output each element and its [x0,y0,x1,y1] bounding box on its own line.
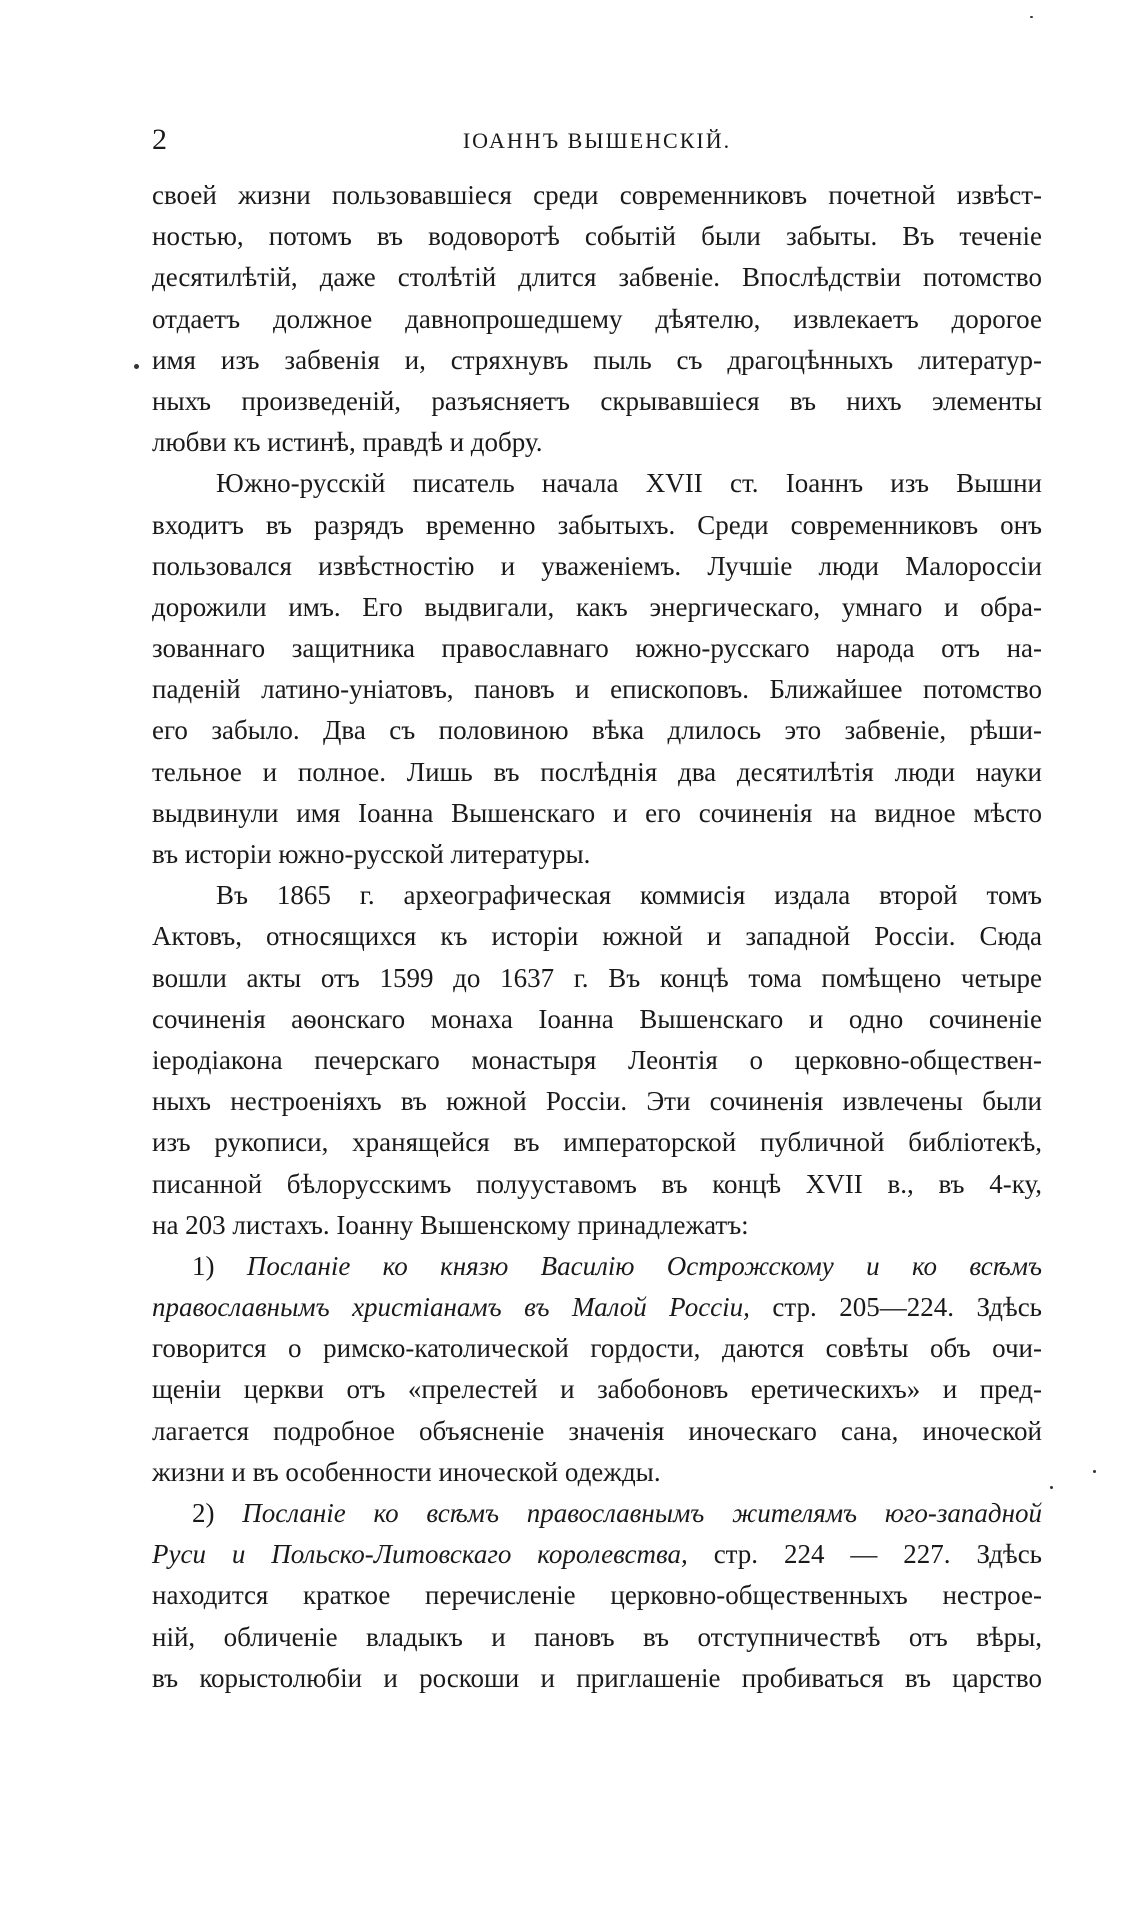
work-title: Посланіе ко всѣмъ православнымъ жителямъ юго-западной [242,1498,1042,1528]
text-line: говорится о римско-католической гордости, даются совѣты объ очи- [152,1333,1042,1364]
text-line [152,1246,1042,1287]
text-line: вошли акты отъ 1599 до 1637 г. Въ концѣ тома помѣщено четыре [152,962,1042,993]
paragraph-3 [152,875,1042,1246]
text-line: находится краткое перечисленіе церковно-общественныхъ нестрое- [152,1580,1042,1611]
text-line: іеродіакона печерскаго монастыря Леонтія о церковно-обществен- [152,1044,1042,1075]
text-line: входитъ въ разрядъ временно забытыхъ. Среди современниковъ онъ [152,509,1042,540]
text-line: въ корыстолюбіи и роскоши и приглашеніе пробиваться въ царство [152,1662,1042,1693]
text-line [152,1287,1042,1328]
work-title: Руси и Польско-Литовскаго королевства, [152,1539,688,1570]
text-line: щеніи церкви отъ «прелестей и забобоновъ еретическихъ» и пред- [152,1374,1042,1405]
text-line: любви къ истинѣ, правдѣ и добру. [152,427,543,458]
text-line [152,1493,1042,1534]
text-line: ностью, потомъ въ водоворотѣ событій были забыты. Въ теченіе [152,221,1042,252]
text-line: выдвинули имя Іоанна Вышенскаго и его сочиненія на видное мѣсто [152,797,1042,828]
scan-speck [1050,1486,1053,1489]
item-number: 2) [192,1498,215,1528]
scan-speck [1030,16,1033,18]
page-reference: стр. 205—224. Здѣсь [749,1292,1042,1323]
work-title: православнымъ христіанамъ въ Малой Россіи, [152,1292,750,1323]
text-line: паденій латино-уніатовъ, пановъ и епископовъ. Ближайшее потомство [152,674,1042,705]
text-line: зованнаго защитника православнаго южно-русскаго народа отъ на- [152,633,1042,664]
text-line: ныхъ нестроеніяхъ въ южной Россіи. Эти сочиненія извлечены были [152,1086,1042,1117]
paragraph-2 [152,463,1042,875]
text-line: Актовъ, относящихся къ исторіи южной и западной Россіи. Сюда [152,921,1042,952]
list-item-1 [152,1246,1042,1493]
text-line: лагается подробное объясненіе значенія иноческаго сана, иноческой [152,1415,1042,1446]
text-line: Въ 1865 г. археографическая коммисія издала второй томъ [216,880,1042,911]
text-line: пользовался извѣстностію и уваженіемъ. Лучшіе люди Малороссіи [152,550,1042,581]
body-text [152,175,1042,1699]
work-title: Посланіе ко князю Василію Острожскому и ко всѣмъ [246,1250,1043,1281]
text-line [152,1534,1042,1575]
text-line: ныхъ произведеній, разъясняетъ скрывавшіеся въ нихъ элементы [152,385,1042,416]
list-item-2 [152,1493,1042,1699]
text-line: изъ рукописи, хранящейся въ императорской публичной библіотекѣ, [152,1127,1042,1158]
text-line: своей жизни пользовавшіеся среди современниковъ почетной извѣст- [152,180,1042,210]
text-line: на 203 листахъ. Іоанну Вышенскому принадлежатъ: [152,1209,749,1240]
text-line: въ исторіи южно-русской литературы. [152,839,591,869]
text-line: тельное и полное. Лишь въ послѣднія два десятилѣтія люди науки [152,756,1042,787]
text-line: Южно-русскій писатель начала XVII ст. Іоаннъ изъ Вышни [216,468,1042,499]
text-line: писанной бѣлорусскимъ полууставомъ въ концѣ XVII в., въ 4-ку, [152,1168,1042,1199]
running-title: ІОАННЪ ВЫШЕНСКІЙ. [462,128,732,153]
scan-speck [134,364,139,369]
text-line: дорожили имъ. Его выдвигали, какъ энергическаго, умнаго и обра- [152,591,1042,622]
page-reference: стр. 224 — 227. Здѣсь [687,1539,1042,1570]
page-header [152,122,1042,158]
text-line: имя изъ забвенія и, стряхнувъ пыль съ драгоцѣнныхъ литератур- [152,344,1042,375]
text-line: ній, обличеніе владыкъ и пановъ въ отступничествѣ отъ вѣры, [152,1621,1042,1652]
item-number: 1) [192,1250,215,1281]
text-line: жизни и въ особенности иноческой одежды. [152,1456,661,1487]
text-line: десятилѣтій, даже столѣтій длится забвеніе. Впослѣдствіи потомство [152,262,1042,293]
text-line: его забыло. Два съ половиною вѣка длилось это забвеніе, рѣши- [152,715,1042,746]
text-line: отдаетъ должное давнопрошедшему дѣятелю, извлекаетъ дорогое [152,303,1042,334]
paragraph-1 [152,175,1042,463]
page-number: 2 [152,123,167,156]
text-line: сочиненія аѳонскаго монаха Іоанна Вышенскаго и одно сочиненіе [152,1003,1042,1034]
scan-speck [1093,1470,1096,1473]
